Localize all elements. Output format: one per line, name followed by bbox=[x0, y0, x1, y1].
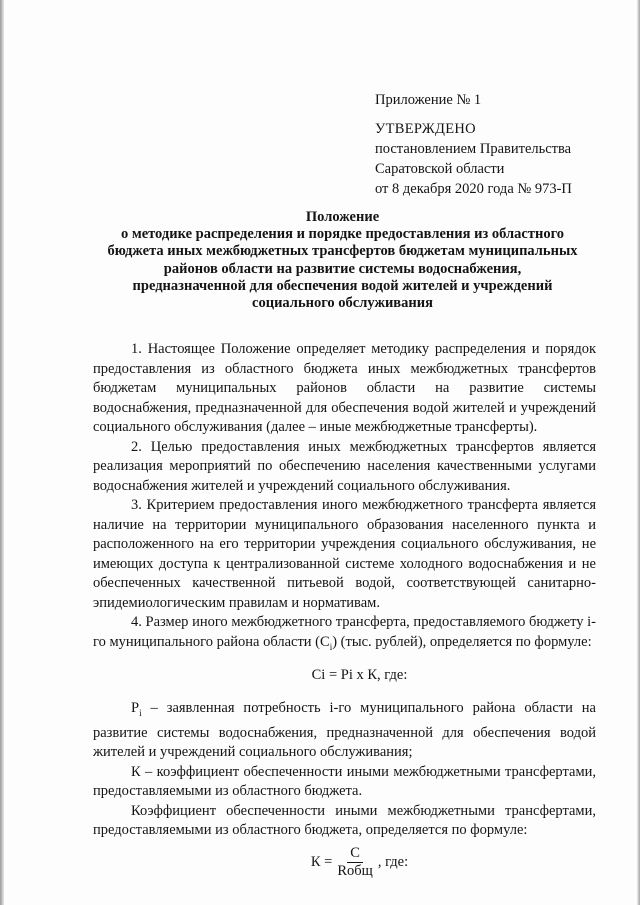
paragraph-4-start: 4. Размер иного межбюджетного трансферта, предоставляемого бюджету i-го муниципального района области (C bbox=[93, 614, 596, 650]
document-title bbox=[85, 209, 600, 312]
paragraph-7: Коэффициент обеспеченности иными межбюджетными трансфертами, предоставляемыми из областного бюджета, определяется по формуле: bbox=[93, 802, 596, 839]
title-line-1: Положение bbox=[305, 209, 380, 225]
paragraph-5-text: – заявленная потребность i-го муниципального района области на развитие системы водоснабжения, предназначенной для обеспечения водой жителей и учреждений социального обслуживания; bbox=[93, 700, 596, 761]
scan-edge-left bbox=[0, 0, 4, 905]
title-line-2: о методике распределения и порядке предоставления из областного bbox=[120, 226, 565, 243]
paragraph-6: К – коэффициент обеспеченности иными межбюджетными трансфертами, предоставляемыми из областного бюджета. bbox=[93, 763, 596, 800]
title-line-6: социального обслуживания bbox=[252, 295, 433, 312]
paragraph-4 bbox=[93, 613, 596, 657]
title-line-5: предназначенной для обеспечения водой жителей и учреждений bbox=[132, 277, 553, 294]
document-body bbox=[93, 340, 596, 880]
paragraph-5-symbol: P bbox=[131, 700, 140, 717]
annex-number: Приложение № 1 bbox=[375, 92, 482, 108]
formula-k bbox=[93, 845, 596, 880]
paragraph-3: 3. Критерием предоставления иного межбюджетного трансферта является наличие на территории муниципального образования населенного пункта и расположенного на его территории учреждения социального обслуживания, не имеющих доступа к централизованной системе холодного водоснабжения и не обеспеченных качественной питьевой водой, соответствующей санитарно-эпидемиологическим правилам и нормативам. bbox=[93, 497, 596, 611]
formula-k-tail: , где: bbox=[377, 853, 409, 870]
title-line-4: районов области на развитие системы водоснабжения, bbox=[163, 260, 522, 277]
paragraph-5-subscript: i bbox=[139, 708, 142, 719]
formula-k-lhs: К = bbox=[310, 853, 333, 870]
formula-ci: Ci = Pi х К, где: bbox=[311, 666, 408, 683]
approved-stamp: УТВЕРЖДЕНО bbox=[375, 121, 476, 137]
paragraph-4-end: ) (тыс. рублей), определяется по формуле: bbox=[332, 633, 592, 650]
formula-k-fraction bbox=[334, 845, 375, 880]
formula-k-numerator: С bbox=[347, 845, 363, 863]
approval-line-3: от 8 декабря 2020 года № 973-П bbox=[375, 181, 572, 197]
paragraph-1: 1. Настоящее Положение определяет методику распределения и порядок предоставления из областного бюджета иных межбюджетных трансфертов бюджетам муниципальных районов области на развитие системы водоснабжения, предназначенной для обеспечения водой жителей и учреждений социального обслуживания (далее – иные межбюджетные трансферты). bbox=[93, 341, 596, 435]
approval-block bbox=[375, 90, 625, 199]
paragraph-5 bbox=[93, 699, 596, 762]
formula-k-denominator: Rобщ bbox=[337, 862, 373, 879]
title-line-3: бюджета иных межбюджетных трансфертов бюджетам муниципальных bbox=[107, 243, 578, 260]
paragraph-2: 2. Целью предоставления иных межбюджетных трансфертов является реализация мероприятий по обеспечению населения качественными услугами водоснабжения жителей и учреждений социального обслуживания. bbox=[93, 438, 596, 494]
paragraph-4-subscript: i bbox=[329, 641, 333, 652]
approval-line-2: Саратовской области bbox=[375, 161, 505, 177]
approval-line-1: постановлением Правительства bbox=[375, 141, 572, 157]
